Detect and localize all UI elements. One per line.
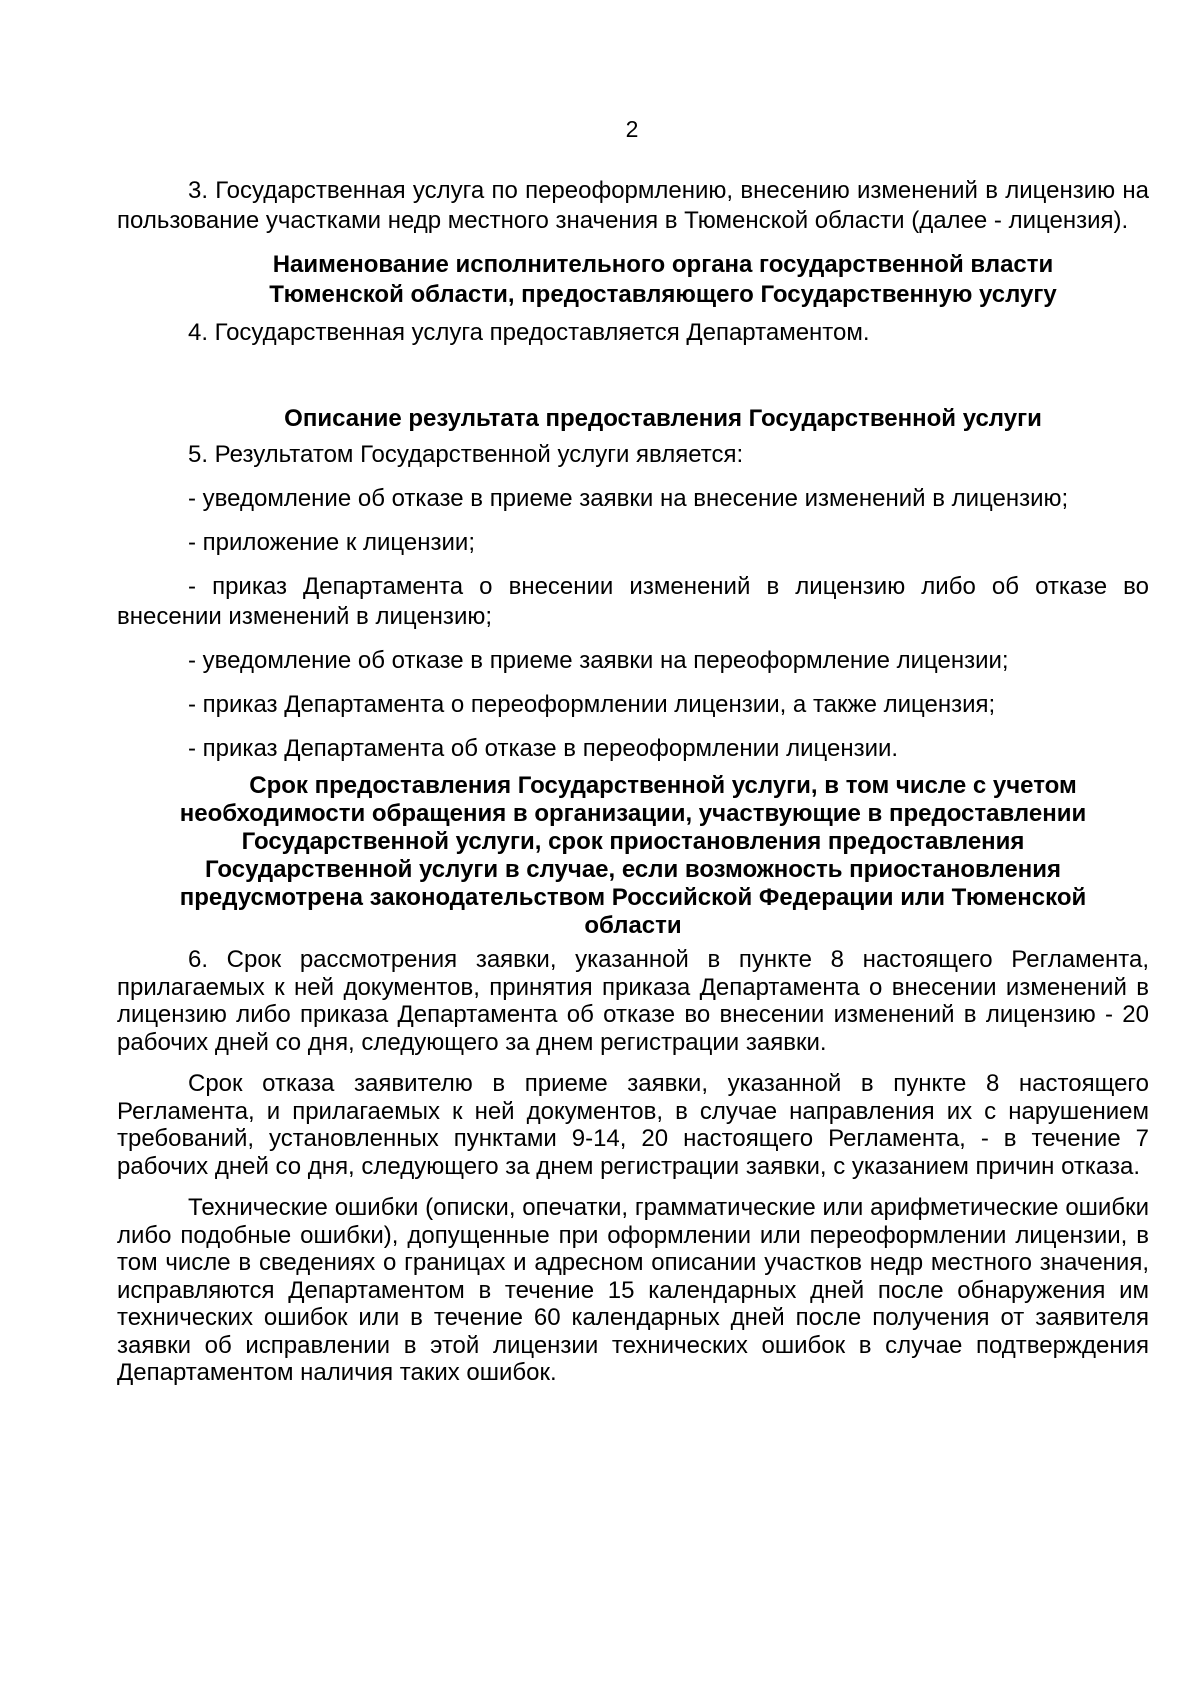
heading-line: Государственной услуги в случае, если возможность приостановления bbox=[204, 856, 1061, 883]
result-item: - уведомление об отказе в приеме заявки на переоформление лицензии; bbox=[188, 647, 1009, 674]
heading-executive-body bbox=[117, 250, 1149, 310]
heading-line: необходимости обращения в организации, участвующие в предоставлении bbox=[179, 800, 1087, 827]
result-item: - уведомление об отказе в приеме заявки на внесение изменений в лицензию; bbox=[188, 485, 1069, 512]
result-item: - приказ Департамента о переоформлении лицензии, а также лицензия; bbox=[188, 691, 996, 718]
heading-line: Срок предоставления Государственной услуги, в том числе с учетом bbox=[249, 772, 1077, 799]
heading-service-term bbox=[117, 772, 1149, 940]
paragraph-6: 6. Срок рассмотрения заявки, указанной в пункте 8 настоящего Регламента, прилагаемых к ней документов, принятия приказа Департамента о внесении изменений в лицензию либо приказа Департамента об отказе во внесении изменений в лицензию - 20 рабочих дней со дня, следующего за днем регистрации заявки. bbox=[117, 946, 1149, 1056]
heading-result-description: Описание результата предоставления Государственной услуги bbox=[284, 405, 1042, 432]
result-item: - приказ Департамента об отказе в переоформлении лицензии. bbox=[188, 735, 899, 762]
page-number: 2 bbox=[625, 116, 639, 142]
paragraph-5: 5. Результатом Государственной услуги является: bbox=[188, 441, 744, 468]
heading-line: Тюменской области, предоставляющего Государственную услугу bbox=[269, 281, 1057, 308]
document-body bbox=[117, 176, 1149, 1387]
paragraph-3: 3. Государственная услуга по переоформлению, внесению изменений в лицензию на пользование участками недр местного значения в Тюменской области (далее - лицензия). bbox=[117, 177, 1149, 234]
paragraph-6-refusal-term: Срок отказа заявителю в приеме заявки, указанной в пункте 8 настоящего Регламента, и прилагаемых к ней документов, в случае направления их с нарушением требований, установленных пунктами 9-14, 20 настоящего Регламента, - в течение 7 рабочих дней со дня, следующего за днем регистрации заявки, с указанием причин отказа. bbox=[117, 1070, 1149, 1180]
result-item: - приказ Департамента о внесении изменений в лицензию либо об отказе во внесении изменений в лицензию; bbox=[117, 573, 1149, 630]
paragraph-4: 4. Государственная услуга предоставляется Департаментом. bbox=[188, 319, 870, 346]
heading-line: Наименование исполнительного органа государственной власти bbox=[272, 251, 1054, 278]
heading-line: области bbox=[584, 912, 682, 939]
paragraph-6-technical-errors: Технические ошибки (описки, опечатки, грамматические или арифметические ошибки либо подобные ошибки), допущенные при оформлении или переоформлении лицензии, в том числе в сведениях о границах и адресном описании участков недр местного значения, исправляются Департаментом в течение 15 календарных дней после обнаружения им технических ошибок или в течение 60 календарных дней после получения от заявителя заявки об исправлении в этой лицензии технических ошибок в случае подтверждения Департаментом наличия таких ошибок. bbox=[117, 1194, 1149, 1386]
result-item: - приложение к лицензии; bbox=[188, 529, 475, 556]
heading-line: Государственной услуги, срок приостановления предоставления bbox=[241, 828, 1025, 855]
heading-line: предусмотрена законодательством Российской Федерации или Тюменской bbox=[179, 884, 1087, 911]
